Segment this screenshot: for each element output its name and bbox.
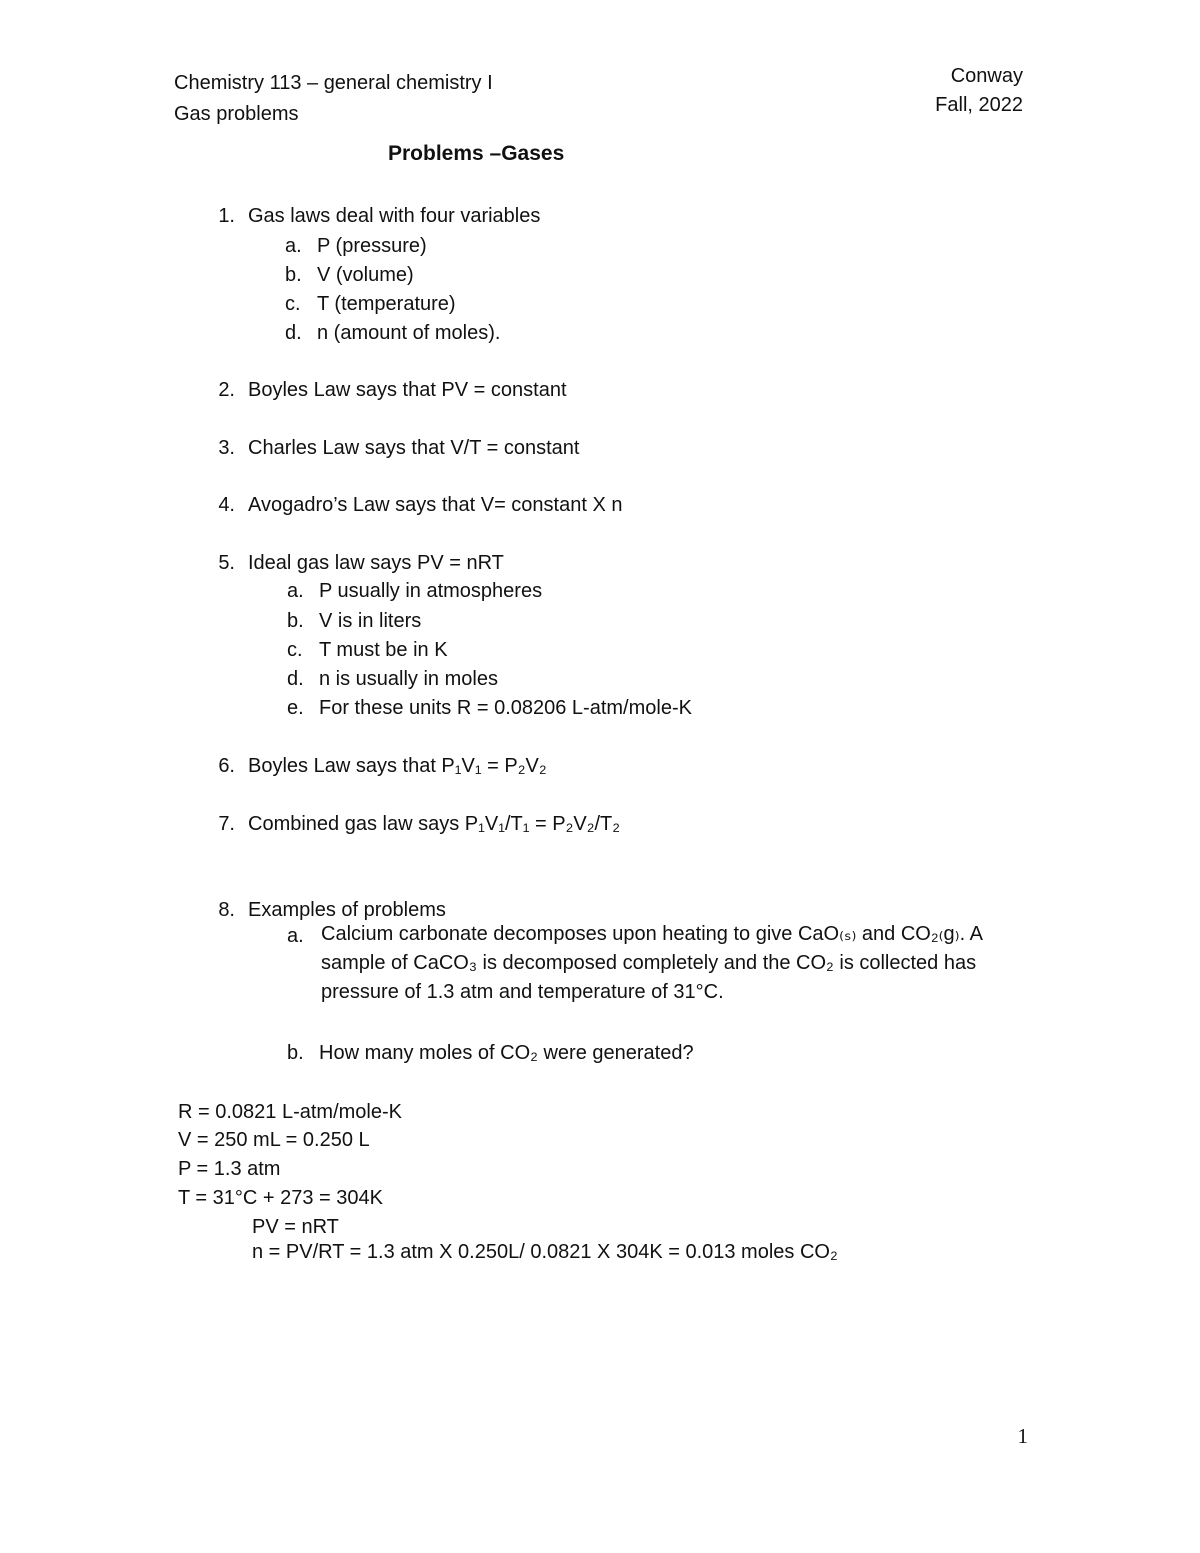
sub-label: d. <box>285 322 302 344</box>
list-text: Ideal gas law says PV = nRT <box>248 552 504 574</box>
sub-text: V is in liters <box>319 610 422 632</box>
sub-text: How many moles of CO₂ were generated? <box>319 1042 694 1064</box>
sub-label: e. <box>287 697 304 719</box>
topic-title: Gas problems <box>174 103 299 125</box>
term: Fall, 2022 <box>935 94 1023 116</box>
sub-text: For these units R = 0.08206 L-atm/mole-K <box>319 697 692 719</box>
sub-label: b. <box>287 1042 304 1064</box>
sub-label: b. <box>287 610 304 632</box>
sub-label: c. <box>285 293 301 315</box>
list-text: Avogadro’s Law says that V= constant X n <box>248 494 623 516</box>
list-text: Boyles Law says that P₁V₁ = P₂V₂ <box>248 755 547 777</box>
list-text: Examples of problems <box>248 899 446 921</box>
author-name: Conway <box>950 65 1023 87</box>
page-title: Problems –Gases <box>388 142 565 165</box>
list-number: 4. <box>218 494 235 516</box>
page-number: 1 <box>1017 1424 1028 1448</box>
sub-label: c. <box>287 639 303 661</box>
list-number: 6. <box>218 755 235 777</box>
solution-v: V = 250 mL = 0.250 L <box>178 1129 370 1151</box>
sub-label: a. <box>287 580 304 602</box>
list-number: 2. <box>218 379 235 401</box>
sub-label: b. <box>285 264 302 286</box>
sub-text: P usually in atmospheres <box>319 580 543 602</box>
list-number: 5. <box>218 552 235 574</box>
sub-label: a. <box>285 235 302 257</box>
sub-text: V (volume) <box>317 264 414 286</box>
sub-text: n (amount of moles). <box>317 322 501 344</box>
sub-label: a. <box>287 925 304 947</box>
solution-p: P = 1.3 atm <box>178 1158 281 1180</box>
list-text: Boyles Law says that PV = constant <box>248 379 567 401</box>
list-number: 3. <box>218 437 235 459</box>
problem-paragraph: Calcium carbonate decomposes upon heating to give CaO₍ₛ₎ and CO₂₍g₎. A sample of CaCO₃ is decomposed completely and the CO₂ is collected has pressure of 1.3 atm and temperature of 31°C. <box>321 923 982 1003</box>
sub-text: T must be in K <box>319 639 448 661</box>
list-text: Combined gas law says P₁V₁/T₁ = P₂V₂/T₂ <box>248 813 621 835</box>
solution-equation: PV = nRT <box>252 1216 339 1238</box>
list-text: Gas laws deal with four variables <box>248 205 541 227</box>
solution-result: n = PV/RT = 1.3 atm X 0.250L/ 0.0821 X 304K = 0.013 moles CO₂ <box>252 1241 838 1263</box>
solution-t: T = 31°C + 273 = 304K <box>178 1187 383 1209</box>
sub-text: n is usually in moles <box>319 668 498 690</box>
list-number: 8. <box>218 899 235 921</box>
course-title: Chemistry 113 – general chemistry I <box>174 72 493 94</box>
list-text: Charles Law says that V/T = constant <box>248 437 580 459</box>
solution-r: R = 0.0821 L-atm/mole-K <box>178 1101 402 1123</box>
sub-text: T (temperature) <box>317 293 456 315</box>
sub-text: P (pressure) <box>317 235 427 257</box>
list-number: 1. <box>218 205 235 227</box>
list-number: 7. <box>218 813 235 835</box>
sub-label: d. <box>287 668 304 690</box>
